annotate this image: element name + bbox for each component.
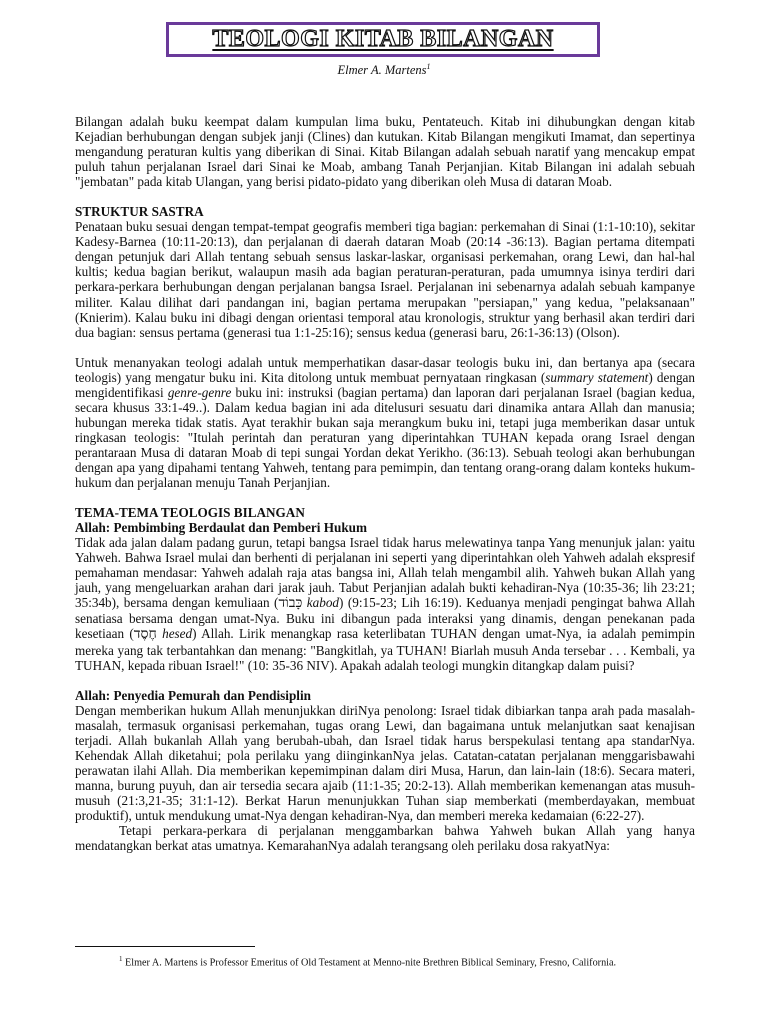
- document-title: TEOLOGI KITAB BILANGAN: [212, 26, 554, 52]
- subheading-penyedia: Allah: Penyedia Pemurah dan Pendisiplin: [75, 687, 311, 703]
- tema-paragraph-1: Tidak ada jalan dalam padang gurun, tetapi bangsa Israel tidak harus melewatinya tanpa Yang menunjuk jalan: yaitu Yahweh. Bahwa Israel mulai dan berhenti di perjalanan ini seperti yang diperintahkan oleh Yahweh adalah ekspresif pemahaman mendasar: Yahweh adalah raja atas bangsa ini, Allah telah mengambil alih. Yahweh bukan Allah yang jauh, yang mengeluarkan arahan dari jarak jauh. Tabut Perjanjian adalah bukti kehadiran-Nya (10:35-36; lih 23:21; 35:34b), bersama dengan kemuliaan (כָּבוֹד kabod) (9:15-23; Lih 16:19). Keduanya menjadi pengingat bahwa Allah senatiasa bersama dengan umat-Nya. Buku ini dibangun pada interaksi yang dinamis, dengan penekanan pada kesetiaan (חֶסֶד hesed) Allah. Lirik menangkap rasa keterlibatan TUHAN dengan umat-Nya, ia adalah pemimpin mereka yang tak terbantahkan dan menang: "Bangkitlah, ya TUHAN! Biarlah musuh Anda tersebar . . . Kembali, ya TUHAN, kepada ribuan Israel!" (10: 35-36 NIV). Apakah adalah teologi mungkin ditangkap dalam puisi?: [75, 535, 696, 673]
- section-heading-tema: TEMA-TEMA TEOLOGIS BILANGAN: [75, 505, 305, 521]
- tema-paragraph-3: Tetapi perkara-perkara di perjalanan menggambarkan bahwa Yahweh bukan Allah yang hanya mendatangkan berkat atas umatnya. KemarahanNya adalah terangsang oleh perilaku dosa rakyatNya:: [75, 823, 695, 854]
- intro-paragraph: Bilangan adalah buku keempat dalam kumpulan lima buku, Pentateuch. Kitab ini dihubungkan dengan kitab Kejadian berhubungan dengan subjek janji (Clines) dan kutukan. Kitab Bilangan mengikuti Imamat, dan sepertinya mengandung peraturan kultis yang diberikan di Sinai. Kitab Bilangan adalah sebuah naratif yang mencakup empat puluh tahun perjalanan Israel dari Sinai ke Moab, ambang Tanah Perjanjian. Kitab Bilangan ini adalah sebuah "jembatan" pada kitab Ulangan, yang berisi pidato-pidato yang diberikan oleh Musa di dataran Moab.: [75, 114, 695, 190]
- tema-paragraph-2: Dengan memberikan hukum Allah menunjukkan diriNya penolong: Israel tidak dibiarkan tanpa arah pada masalah-masalah, termasuk organisasi perkemahan, tugas orang Lewi, dan bagaimana untuk melanjutkan saat kenajisan terjadi. Allah bukanlah Allah yang berubah-ubah, dan Israel tidak harus berspekulasi tentang apa standarNya. Kehendak Allah diketahui; pola perilaku yang diinginkanNya jelas. Catatan-catatan perjalanan menggarisbawahi perawatan ilahi Allah. Dia memberikan kepemimpinan dalam diri Musa, Harun, dan lain-lain (18:6). Secara materi, manna, burung puyuh, dan air tersedia secara ajaib (11:1-35; 20:2-13). Allah memberikan kemenangan atas musuh-musuh (21:3,21-35; 31:1-12). Berkat Harun menunjukkan Tuhan siap memberkati (memberdayakan, membuat produktif), untuk mendukung umat-Nya dengan kehadiran-Nya, dan memberi mereka kedamaian (6:22-27).: [75, 702, 695, 823]
- footnote-divider: [75, 946, 255, 947]
- footnote-mark: 1: [119, 955, 123, 963]
- hebrew-hesed: חֶסֶד: [133, 626, 157, 643]
- footnote-ref[interactable]: 1: [426, 62, 431, 71]
- footnote-text: Elmer A. Martens is Professor Emeritus of Old Testament at Menno-nite Brethren Biblical Seminary, Fresno, California.: [122, 957, 617, 969]
- struktur-paragraph-1: Penataan buku sesuai dengan tempat-tempat geografis memberi tiga bagian: perkemahan di Sinai (1:1-10:10), sekitar Kadesy-Barnea (10:11-20:13), dan perjalanan di daerah dataran Moab (20:14 -36:13). Bagian pertama ditempati dengan petunjuk dari Allah tentang sebuah sensus laskar-laskar, organisasi perkemahan, orang Lewi, dan hal-hal kultis; kedua bagian berikut, walaupun masih ada bagian peraturan-peraturan, pada umumnya isinya terdiri dari perkara-perkara berhubungan dengan perjalanan bangsa Israel. Perjalanan ini sebenarnya adalah sebuah kampanye militer. Kalau dilihat dari pandangan ini, bagian pertama merupakan "persiapan," yang kedua, "pelaksanaan" (Knierim). Kalau buku ini dibagi dengan orientasi temporal atau kronologis, struktur yang berhasil akan terdiri dari dua bagian: sensus pertama (generasi tua 1:1-25:16); sensus kedua (generasi baru, 26:1-36:13) (Olson).: [75, 219, 695, 340]
- title-box: [166, 22, 600, 57]
- section-heading-struktur: STRUKTUR SASTRA: [75, 204, 204, 220]
- hebrew-kabod: כָּבוֹד: [278, 595, 303, 612]
- author-name: Elmer A. Martens: [337, 63, 427, 78]
- author-line: [0, 62, 768, 78]
- document-body: [75, 114, 695, 853]
- subheading-pembimbing: Allah: Pembimbing Berdaulat dan Pemberi Hukum: [75, 520, 367, 536]
- footnote: [75, 953, 695, 969]
- struktur-paragraph-2: Untuk menanyakan teologi adalah untuk memperhatikan dasar-dasar teologis buku ini, dan bertanya apa (secara teologis) yang mengatur buku ini. Kita ditolong untuk membuat pernyataan ringkasan (summary statement) dengan mengidentifikasi genre-genre buku ini: instruksi (bagian pertama) dan laporan dari perjalanan Israel (bagian kedua, secara khusus 33:1-49..). Dalam kedua bagian ini ada ditelusuri sesuatu dari dinamika antara Allah dan manusia; hubungan mereka tidak statis. Ayat terakhir bukan saja merangkum buku ini, tetapi juga memberikan dasar untuk ringkasan teologis: "Itulah perintah dan peraturan yang diperintahkan TUHAN kepada orang Israel dengan perantaraan Musa di dataran Moab di tepi sungai Yordan dekat Yerikho. (36:13). Sebuah teologi akan berhubungan dengan apa yang dipahami tentang Yahweh, tentang para pemimpin, dan tentang orang-orang dalam konteks hukum-hukum dan perjalanan menuju Tanah Perjanjian.: [75, 354, 695, 491]
